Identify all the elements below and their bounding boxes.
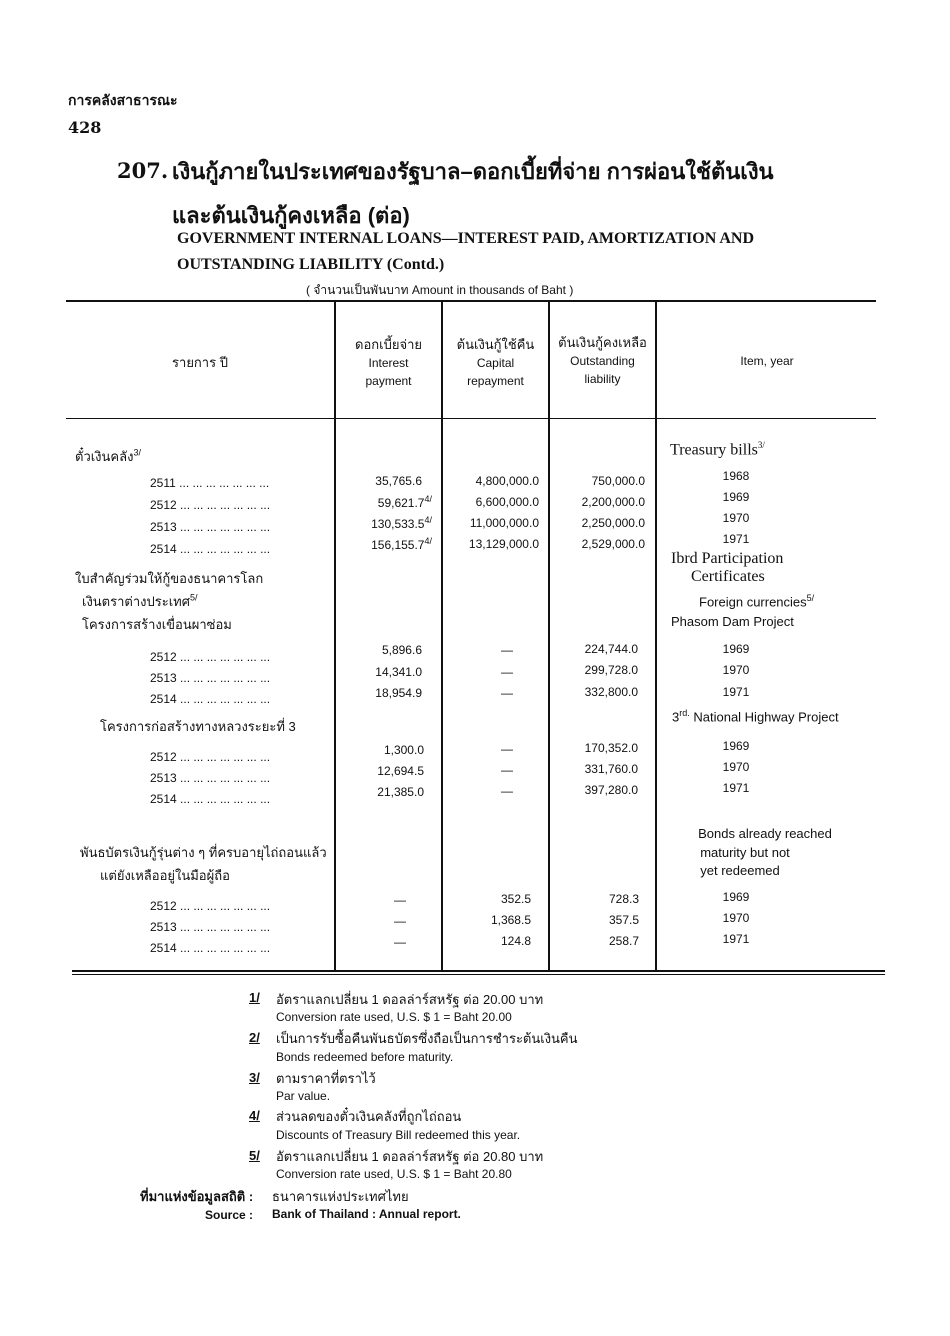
section-highway-en: $3^{rd.}$ National Highway Project <box>672 708 839 725</box>
interest-value: 1,300.0 <box>383 743 424 757</box>
year-en: 1971 <box>722 532 750 546</box>
footnote-en: Conversion rate used, U.S. $ 1 = Baht 20.80 <box>276 1167 512 1181</box>
outstanding-value: 2,529,000.0 <box>581 537 645 551</box>
year-label: 2512 ... ... ... ... ... ... ... <box>150 899 271 913</box>
interest-value: $156,155.7^{4/}$ <box>371 536 432 552</box>
header-capital-en2: repayment <box>467 374 524 388</box>
header-outstanding-th: ต้นเงินกู้คงเหลือ <box>558 335 647 350</box>
leader-dots: ... ... ... ... ... ... ... <box>180 792 271 806</box>
leader-dots: ... ... ... ... ... ... ... <box>180 520 271 534</box>
header-item-th: รายการ ปี <box>172 355 228 370</box>
section-phasom-th: โครงการสร้างเขื่อนผาซ่อม <box>82 617 232 632</box>
interest-value: 14,341.0 <box>375 665 422 679</box>
year-en: 1971 <box>722 685 750 699</box>
outstanding-value: 299,728.0 <box>584 663 638 677</box>
year-label: 2511 ... ... ... ... ... ... ... <box>150 476 270 490</box>
section-ibrd-th1: ใบสำคัญร่วมให้กู้ของธนาคารโลก <box>75 571 264 586</box>
outstanding-value: 750,000.0 <box>591 474 645 488</box>
capital-value: — <box>501 742 513 756</box>
interest-value: 5,896.6 <box>381 643 422 657</box>
year-en: 1971 <box>722 932 750 946</box>
year-en: 1968 <box>722 469 750 483</box>
outstanding-value: 728.3 <box>608 892 639 906</box>
outstanding-value: 332,800.0 <box>584 685 638 699</box>
interest-value: 12,694.5 <box>377 764 424 778</box>
footnote-key: 1/ <box>249 990 260 1005</box>
section-treasury-th: ตั๋วเงินคลัง$^{3/}$ <box>75 447 141 464</box>
title-thai-line1: เงินกู้ภายในประเทศของรัฐบาล–ดอกเบี้ยที่จ่าย การผ่อนใช้ต้นเงิน <box>172 159 774 184</box>
year-en: 1969 <box>722 890 750 904</box>
title-english-line2: OUTSTANDING LIABILITY (Contd.) <box>177 256 445 273</box>
year-en: 1969 <box>722 642 750 656</box>
header-item-en: Item, year <box>740 354 794 368</box>
year-en: 1970 <box>722 760 750 774</box>
leader-dots: ... ... ... ... ... ... ... <box>180 750 271 764</box>
interest-value: 18,954.9 <box>375 686 422 700</box>
footnote-th: อัตราแลกเปลี่ยน 1 ดอลล่าร์สหรัฐ ต่อ 20.00 บาท <box>276 992 544 1007</box>
year-label: 2514 ... ... ... ... ... ... ... <box>150 792 271 806</box>
year-en: 1969 <box>722 490 750 504</box>
year-label: 2512 ... ... ... ... ... ... ... <box>150 498 271 512</box>
capital-value: — <box>501 665 513 679</box>
header-bottom-rule <box>66 418 876 419</box>
section-ibrd-th2: เงินตราต่างประเทศ$^{5/}$ <box>82 592 198 609</box>
footnote-th: อัตราแลกเปลี่ยน 1 ดอลล่าร์สหรัฐ ต่อ 20.80 บาท <box>276 1149 544 1164</box>
table-top-rule <box>66 300 876 302</box>
interest-value: 21,385.0 <box>377 785 424 799</box>
header-outstanding-en2: liability <box>584 372 621 386</box>
leader-dots: ... ... ... ... ... ... ... <box>180 650 271 664</box>
outstanding-value: 224,744.0 <box>584 642 638 656</box>
footnote-th: ตามราคาที่ตราไว้ <box>276 1071 376 1086</box>
capital-value: — <box>501 686 513 700</box>
column-divider-3 <box>548 302 550 970</box>
table-number: 207. <box>117 158 169 183</box>
footnote-en: Bonds redeemed before maturity. <box>276 1050 454 1064</box>
interest-value: $130,533.5^{4/}$ <box>371 515 432 531</box>
year-label: 2514 ... ... ... ... ... ... ... <box>150 941 271 955</box>
capital-value: 6,600,000.0 <box>475 495 539 509</box>
header-interest-en2: payment <box>365 374 412 388</box>
section-ibrd-en2: Certificates <box>691 568 765 585</box>
capital-value: 124.8 <box>500 934 531 948</box>
title-thai-line2: และต้นเงินกู้คงเหลือ (ต่อ) <box>172 203 410 228</box>
header-capital <box>443 336 548 390</box>
section-bonds-en2: maturity but not <box>700 845 790 860</box>
capital-value: 11,000,000.0 <box>469 516 539 530</box>
interest-value: — <box>394 935 406 949</box>
section-highway-th: โครงการก่อสร้างทางหลวงระยะที่ 3 <box>100 719 296 734</box>
header-outstanding <box>550 334 655 388</box>
year-label: 2514 ... ... ... ... ... ... ... <box>150 542 271 556</box>
year-en: 1971 <box>722 781 750 795</box>
outstanding-value: 357.5 <box>608 913 639 927</box>
outstanding-value: 170,352.0 <box>584 741 638 755</box>
year-en: 1969 <box>722 739 750 753</box>
year-en: 1970 <box>722 911 750 925</box>
footnote-ref: 5/ <box>806 593 815 603</box>
page-number: 428 <box>68 118 102 137</box>
outstanding-value: 331,760.0 <box>584 762 638 776</box>
year-label: 2512 ... ... ... ... ... ... ... <box>150 750 271 764</box>
footnote-ref: 4/ <box>424 515 432 525</box>
year-label: 2513 ... ... ... ... ... ... ... <box>150 771 271 785</box>
header-interest-th: ดอกเบี้ยจ่าย <box>355 337 422 352</box>
title-english-line1: GOVERNMENT INTERNAL LOANS—INTEREST PAID, AMORTIZATION AND <box>177 230 755 247</box>
unit-note: ( จำนวนเป็นพันบาท Amount in thousands of Baht ) <box>306 283 574 297</box>
leader-dots: ... ... ... ... ... ... ... <box>180 899 271 913</box>
capital-value: — <box>501 763 513 777</box>
section-bonds-en1: Bonds already reached <box>698 826 832 841</box>
year-label: 2513 ... ... ... ... ... ... ... <box>150 920 271 934</box>
leader-dots: ... ... ... ... ... ... ... <box>180 498 271 512</box>
year-label: 2514 ... ... ... ... ... ... ... <box>150 692 271 706</box>
section-phasom-en: Phasom Dam Project <box>671 614 794 629</box>
footnote-key: 2/ <box>249 1030 260 1045</box>
source-th-label: ที่มาแห่งข้อมูลสถิติ : <box>140 1189 254 1204</box>
header-capital-th: ต้นเงินกู้ใช้คืน <box>456 337 535 352</box>
interest-value: — <box>394 893 406 907</box>
year-label: 2512 ... ... ... ... ... ... ... <box>150 650 271 664</box>
source-en-value: Bank of Thailand : Annual report. <box>272 1207 461 1221</box>
year-label: 2513 ... ... ... ... ... ... ... <box>150 520 271 534</box>
running-header: การคลังสาธารณะ <box>68 92 178 108</box>
section-bonds-th1: พันธบัตรเงินกู้รุ่นต่าง ๆ ที่ครบอายุไถ่ถอนแล้ว <box>80 845 327 860</box>
footnote-ref: 4/ <box>424 536 432 546</box>
header-capital-en1: Capital <box>476 356 515 370</box>
footnote-en: Conversion rate used, U.S. $ 1 = Baht 20.00 <box>276 1010 512 1024</box>
leader-dots: ... ... ... ... ... ... ... <box>180 920 271 934</box>
section-ibrd-en3: Foreign currencies$^{5/}$ <box>699 593 815 610</box>
section-treasury-en: Treasury bills$^{3/}$ <box>670 440 765 459</box>
header-interest-en1: Interest <box>368 356 409 370</box>
footnote-ref: 4/ <box>424 494 432 504</box>
footnote-ref: 3/ <box>133 447 141 458</box>
section-bonds-th2: แต่ยังเหลืออยู่ในมือผู้ถือ <box>100 868 230 883</box>
leader-dots: ... ... ... ... ... ... ... <box>180 671 271 685</box>
outstanding-value: 2,200,000.0 <box>581 495 645 509</box>
source-en-label: Source : <box>205 1208 254 1222</box>
footnote-en: Par value. <box>276 1089 331 1103</box>
outstanding-value: 397,280.0 <box>584 783 638 797</box>
table-bottom-rule-2 <box>72 974 885 975</box>
header-interest <box>336 336 441 390</box>
leader-dots: ... ... ... ... ... ... ... <box>180 771 271 785</box>
column-divider-2 <box>441 302 443 970</box>
leader-dots: ... ... ... ... ... ... ... <box>179 476 270 490</box>
interest-value: — <box>394 914 406 928</box>
section-ibrd-en1: Ibrd Participation <box>671 550 784 567</box>
capital-value: 352.5 <box>500 892 531 906</box>
footnote-th: ส่วนลดของตั๋วเงินคลังที่ถูกไถ่ถอน <box>276 1109 462 1124</box>
leader-dots: ... ... ... ... ... ... ... <box>180 542 271 556</box>
year-label: 2513 ... ... ... ... ... ... ... <box>150 671 271 685</box>
year-en: 1970 <box>722 511 750 525</box>
leader-dots: ... ... ... ... ... ... ... <box>180 692 271 706</box>
footnote-ref: 5/ <box>189 592 198 603</box>
footnote-ref: 3/ <box>757 440 765 450</box>
footnote-en: Discounts of Treasury Bill redeemed this year. <box>276 1128 521 1142</box>
ordinal-suffix: rd. <box>679 708 690 718</box>
capital-value: 4,800,000.0 <box>475 474 539 488</box>
column-divider-4 <box>655 302 657 970</box>
capital-value: 13,129,000.0 <box>468 537 539 551</box>
capital-value: — <box>501 784 513 798</box>
section-bonds-en3: yet redeemed <box>700 863 780 878</box>
footnote-key: 4/ <box>249 1108 260 1123</box>
source-th-value: ธนาคารแห่งประเทศไทย <box>272 1189 409 1204</box>
capital-value: — <box>501 643 513 657</box>
interest-value: $59,621.7^{4/}$ <box>377 494 432 510</box>
leader-dots: ... ... ... ... ... ... ... <box>180 941 271 955</box>
footnote-th: เป็นการรับซื้อคืนพันธบัตรซึ่งถือเป็นการชำระต้นเงินคืน <box>276 1031 578 1046</box>
header-outstanding-en1: Outstanding <box>570 354 635 368</box>
interest-value: 35,765.6 <box>375 474 422 488</box>
footnote-key: 3/ <box>249 1070 260 1085</box>
column-divider-1 <box>334 302 336 970</box>
table-bottom-rule <box>72 970 885 972</box>
year-en: 1970 <box>722 663 750 677</box>
capital-value: 1,368.5 <box>490 913 531 927</box>
footnote-key: 5/ <box>249 1148 260 1163</box>
outstanding-value: 2,250,000.0 <box>581 516 645 530</box>
outstanding-value: 258.7 <box>608 934 639 948</box>
